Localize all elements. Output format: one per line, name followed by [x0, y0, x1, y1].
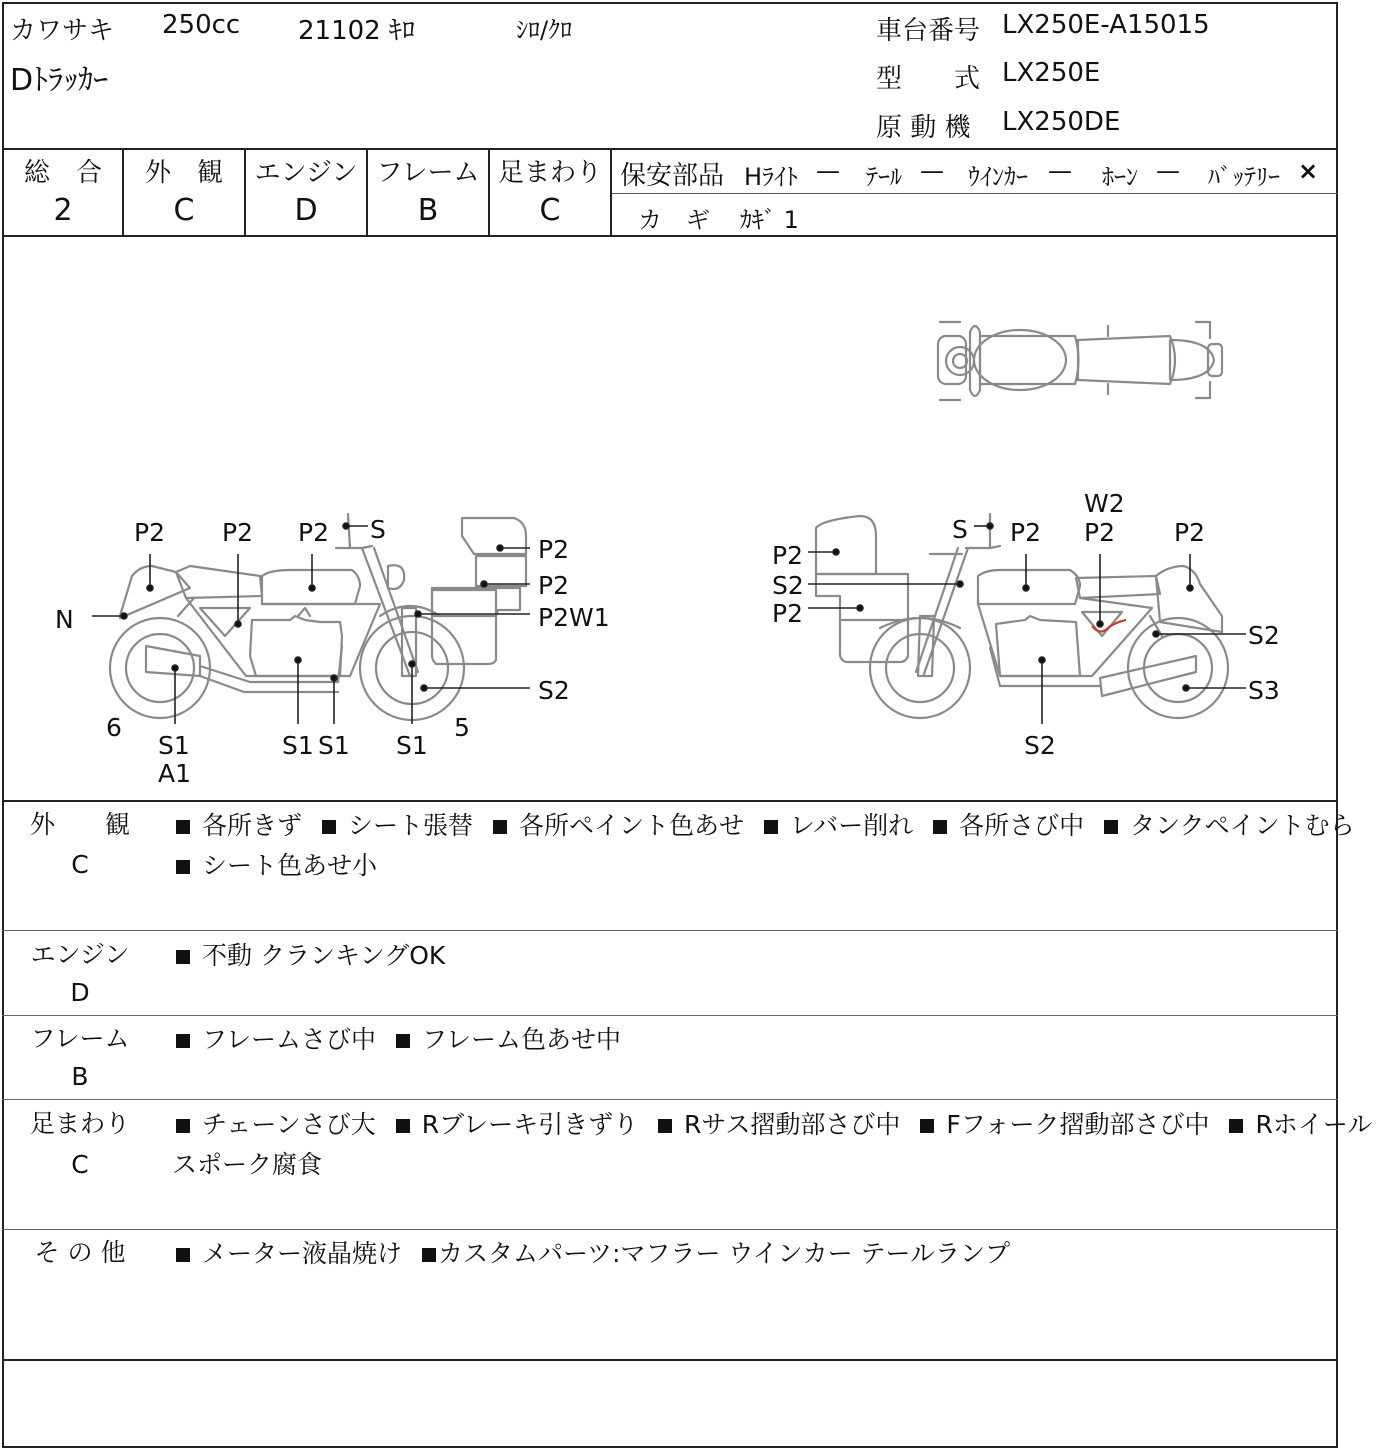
damage-diagram — [0, 236, 1341, 800]
section-suspension-label: 足まわり — [29, 1109, 130, 1138]
diag-label-l10: 6 — [106, 713, 122, 742]
maker: カワサキ — [10, 16, 115, 46]
bullet-icon — [176, 1248, 190, 1262]
bullet-icon — [176, 950, 190, 964]
model-name: Dﾄﾗｯｶｰ — [10, 63, 109, 98]
section-frame-label: フレーム — [30, 1024, 130, 1053]
section-engine-grade: D — [70, 978, 90, 1007]
safety-battery-status: × — [1298, 157, 1319, 185]
section-other-notes: メーター液晶焼け カスタムパーツ:マフラー ウインカー テールランプ — [172, 1234, 1018, 1274]
safety-headlight-status: — — [816, 157, 840, 185]
section-exterior-notes: 各所きず シート張替 各所ペイント色あせ レバー削れ 各所さび中 タンクペイントむら シート色あせ小 — [172, 806, 1363, 886]
diag-label-r7: S2 — [772, 571, 804, 600]
diag-label-l1: P2 — [134, 518, 165, 547]
diag-label-l2: P2 — [222, 518, 253, 547]
bullet-icon — [396, 1034, 410, 1048]
safety-tail-status: — — [920, 157, 944, 185]
key-value: ｶｷﾞ 1 — [740, 206, 799, 234]
diag-label-r1: W2 — [1084, 489, 1125, 518]
key-label: カ ギ — [638, 206, 710, 234]
section-exterior-grade: C — [71, 850, 89, 879]
diag-label-r11: S2 — [1024, 731, 1056, 760]
grade-label-overall: 総 合 — [23, 158, 102, 188]
diag-label-l12: A1 — [158, 759, 192, 788]
bullet-icon — [176, 860, 190, 874]
safety-winker: ｳｲﾝｶｰ — [968, 163, 1028, 191]
section-frame-notes: フレームさび中 フレーム色あせ中 — [172, 1020, 629, 1060]
diag-label-l3: P2 — [298, 518, 329, 547]
type-value: LX250E — [1002, 58, 1101, 88]
diag-label-l6: P2 — [538, 571, 569, 600]
diag-label-l14: S1 — [318, 731, 350, 760]
bullet-icon — [1229, 1119, 1243, 1133]
safety-horn: ﾎｰﾝ — [1102, 163, 1138, 191]
diag-label-l16: 5 — [454, 713, 470, 742]
diag-label-l13: S1 — [282, 731, 314, 760]
diag-label-l8: N — [55, 605, 74, 634]
diag-label-r8: P2 — [772, 599, 803, 628]
bullet-icon — [764, 820, 778, 834]
grade-value-exterior: C — [173, 193, 195, 228]
diag-label-r10: S3 — [1248, 676, 1280, 705]
safety-horn-status: — — [1156, 157, 1180, 185]
bullet-icon — [920, 1119, 934, 1133]
motorcycle-top-view-icon — [938, 322, 1222, 400]
frame-no-label: 車台番号 — [876, 16, 981, 46]
diag-label-r2: S — [952, 515, 968, 544]
displacement: 250cc — [162, 10, 241, 40]
grade-label-frame: フレーム — [376, 158, 480, 188]
diag-label-r6: P2 — [772, 541, 803, 570]
bullet-icon — [658, 1119, 672, 1133]
grade-value-frame: B — [417, 193, 439, 228]
safety-label: 保安部品 — [620, 161, 725, 191]
diag-label-l15: S1 — [396, 731, 428, 760]
bullet-icon — [176, 1119, 190, 1133]
grade-value-overall: 2 — [53, 193, 73, 228]
safety-tail: ﾃｰﾙ — [866, 163, 902, 191]
bullet-icon — [396, 1119, 410, 1133]
section-suspension-notes: チェーンさび大 Rブレーキ引きずり Rサス摺動部さび中 Fフォーク摺動部さび中 Rホイール スポーク腐食 — [172, 1110, 1373, 1179]
bullet-icon — [493, 820, 507, 834]
engine-label: 原 動 機 — [876, 113, 971, 143]
color: ｼﾛ/ｸﾛ — [516, 16, 573, 44]
diag-label-l4: S — [370, 515, 386, 544]
safety-headlight: Hﾗｲﾄ — [744, 163, 799, 191]
grade-value-engine: D — [294, 193, 318, 228]
diag-label-r4: P2 — [1084, 518, 1115, 547]
section-frame-grade: B — [71, 1062, 89, 1091]
diag-label-l11: S1 — [158, 731, 190, 760]
bullet-icon — [422, 1248, 436, 1262]
section-engine-notes: 不動 クランキングOK — [172, 936, 453, 976]
safety-battery: ﾊﾞｯﾃﾘｰ — [1208, 163, 1280, 191]
bullet-icon — [322, 820, 336, 834]
bullet-icon — [1104, 820, 1118, 834]
diag-label-r3: P2 — [1010, 518, 1041, 547]
mileage: 21102 ｷﾛ — [298, 16, 415, 46]
diag-label-r9: S2 — [1248, 621, 1280, 650]
section-suspension-grade: C — [71, 1150, 89, 1179]
divider — [2, 148, 1338, 150]
bullet-icon — [176, 820, 190, 834]
section-exterior-label: 外 観 — [29, 810, 130, 839]
safety-winker-status: — — [1048, 157, 1072, 185]
engine-value: LX250DE — [1002, 107, 1121, 137]
type-label: 型 式 — [876, 64, 981, 94]
diag-label-l7: P2W1 — [538, 603, 610, 632]
diag-label-l9: S2 — [538, 676, 570, 705]
section-engine-label: エンジン — [30, 940, 130, 969]
bullet-icon — [176, 1034, 190, 1048]
grade-label-exterior: 外 観 — [144, 158, 223, 188]
frame-no: LX250E-A15015 — [1002, 10, 1210, 40]
diag-label-r5: P2 — [1174, 518, 1205, 547]
grade-value-suspension: C — [539, 193, 561, 228]
grade-label-engine: エンジン — [254, 158, 358, 188]
section-other-label: そ の 他 — [34, 1238, 126, 1267]
bullet-icon — [933, 820, 947, 834]
grade-label-suspension: 足まわり — [497, 158, 602, 188]
diag-label-l5: P2 — [538, 535, 569, 564]
